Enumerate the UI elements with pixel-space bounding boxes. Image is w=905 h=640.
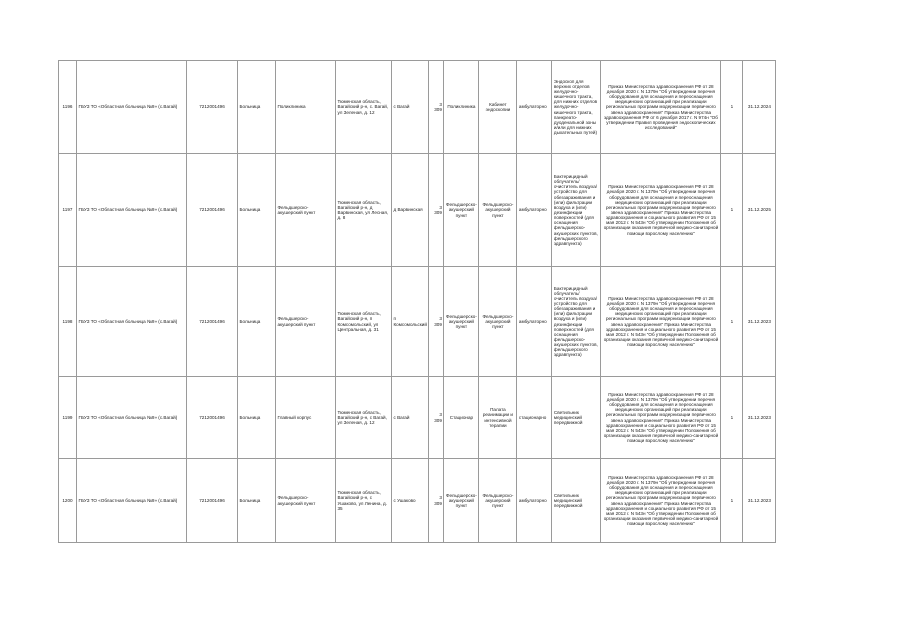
- address-cell: Тюменская область, Вагайский р-н, д Варвинская, ул Лесная, д. 8: [336, 154, 392, 267]
- quantity-cell: 1: [721, 377, 743, 459]
- subdivision-cell: Фельдшерско-акушерский пункт: [276, 154, 336, 267]
- equipment-cell: Светильник медицинский передвижной: [552, 377, 601, 459]
- room-cell: Кабинет эндоскопии: [479, 61, 517, 154]
- row-number-cell: 1198: [59, 267, 77, 377]
- due-date-cell: 31.12.2025: [743, 154, 776, 267]
- due-date-cell: 31.12.2024: [743, 61, 776, 154]
- due-date-cell: 31.12.2023: [743, 267, 776, 377]
- legal-basis-cell: Приказ Министерства здравоохранения РФ от 28 декабря 2020 г. N 1379н "Об утверждении перечня оборудования для оснащения и переоснащения медицинских организаций при реализации региональных программ модернизации первичного звена здравоохранения" Приказ Министерства здравоохранения и социального развития РФ от 15 мая 2012 г. N 543н "Об утверждении Положения об организации оказания первичной медико-санитарной помощи взрослому населению": [601, 459, 721, 543]
- room-cell: Палата реанимации и интенсивной терапии: [479, 377, 517, 459]
- locality-cell: д Варвинская: [392, 154, 429, 267]
- care-form-cell: стационарно: [517, 377, 552, 459]
- institution-type-cell: Больница: [238, 61, 276, 154]
- institution-type-cell: Больница: [238, 267, 276, 377]
- row-number-cell: 1200: [59, 459, 77, 543]
- institution-type-cell: Больница: [238, 377, 276, 459]
- legal-basis-cell: Приказ Министерства здравоохранения РФ от 28 декабря 2020 г. N 1379н "Об утверждении перечня оборудования для оснащения и переоснащения медицинских организаций при реализации региональных программ модернизации первичного звена здравоохранения" Приказ Министерства здравоохранения и социального развития РФ от 15 мая 2012 г. N 543н "Об утверждении Положения об организации оказания первичной медико-санитарной помощи взрослому населению": [601, 267, 721, 377]
- quantity-cell: 1: [721, 61, 743, 154]
- equipment-cell: Эндоскоп для верхних отделов желудочно-кишечного тракта, для нижних отделов желудочно-кишечного тракта, панкреато-дуоденальной зоны и/или для нижних дыхательных путей): [552, 61, 601, 154]
- subdivision-cell: Поликлиника: [276, 61, 336, 154]
- table-row: [59, 459, 776, 543]
- organization-cell: ГБУЗ ТО «Областная больница №9» (с.Вагай): [77, 154, 187, 267]
- room-cell: Фельдшерско-акушерский пункт: [479, 154, 517, 267]
- code-cell: 3 309: [429, 154, 444, 267]
- subdivision-cell: Главный корпус: [276, 377, 336, 459]
- inn-cell: 7212001496: [187, 154, 238, 267]
- code-cell: 3 309: [429, 377, 444, 459]
- legal-basis-cell: Приказ Министерства здравоохранения РФ от 28 декабря 2020 г. N 1379н "Об утверждении перечня оборудования для оснащения и переоснащения медицинских организаций при реализации региональных программ модернизации первичного звена здравоохранения" Приказ Министерства здравоохранения РФ от 6 декабря 2017 г. N 974н "Об утверждении Правил проведения эндоскопических исследований": [601, 61, 721, 154]
- equipment-cell: Светильник медицинский передвижной: [552, 459, 601, 543]
- code-cell: 3 309: [429, 459, 444, 543]
- table-row: [59, 377, 776, 459]
- room-cell: Фельдшерско-акушерский пункт: [479, 459, 517, 543]
- equipment-cell: Бактерицидный облучатель/очиститель воздуха/устройство для обеззараживания и (или) фильтрации воздуха и (или) дезинфекции поверхностей (для оснащения фельдшерско-акушерских пунктов, фельдшерского здравпункта): [552, 267, 601, 377]
- organization-cell: ГБУЗ ТО «Областная больница №9» (с.Вагай): [77, 267, 187, 377]
- organization-cell: ГБУЗ ТО «Областная больница №9» (с.Вагай): [77, 61, 187, 154]
- room-cell: Фельдшерско-акушерский пункт: [479, 267, 517, 377]
- locality-cell: с Вагай: [392, 377, 429, 459]
- equipment-cell: Бактерицидный облучатель/очиститель воздуха/устройство для обеззараживания и (или) фильтрации воздуха и (или) дезинфекции поверхностей (для оснащения фельдшерско-акушерских пунктов, фельдшерского здравпункта): [552, 154, 601, 267]
- quantity-cell: 1: [721, 459, 743, 543]
- address-cell: Тюменская область, Вагайский р-н, с Ушаково, ул Ленина, д. 35: [336, 459, 392, 543]
- code-cell: 3 309: [429, 267, 444, 377]
- care-form-cell: амбулаторно: [517, 61, 552, 154]
- department-cell: Фельдшерско-акушерский пункт: [444, 154, 479, 267]
- code-cell: 3 309: [429, 61, 444, 154]
- inn-cell: 7212001496: [187, 61, 238, 154]
- department-cell: Фельдшерско-акушерский пункт: [444, 459, 479, 543]
- due-date-cell: 31.12.2023: [743, 459, 776, 543]
- table-row: [59, 61, 776, 154]
- table-row: [59, 154, 776, 267]
- due-date-cell: 31.12.2023: [743, 377, 776, 459]
- address-cell: Тюменская область, Вагайский р-н, с. Вагай, ул Зеленая, д. 12: [336, 61, 392, 154]
- row-number-cell: 1197: [59, 154, 77, 267]
- organization-cell: ГБУЗ ТО «Областная больница №9» (с.Вагай): [77, 377, 187, 459]
- address-cell: Тюменская область, Вагайский р-н, п Комсомольский, ул Центральная, д. 31: [336, 267, 392, 377]
- inn-cell: 7212001496: [187, 459, 238, 543]
- quantity-cell: 1: [721, 154, 743, 267]
- legal-basis-cell: Приказ Министерства здравоохранения РФ от 28 декабря 2020 г. N 1379н "Об утверждении перечня оборудования для оснащения и переоснащения медицинских организаций при реализации региональных программ модернизации первичного звена здравоохранения" Приказ Министерства здравоохранения и социального развития РФ от 15 мая 2012 г. N 543н "Об утверждении Положения об организации оказания первичной медико-санитарной помощи взрослому населению": [601, 154, 721, 267]
- department-cell: Поликлиника: [444, 61, 479, 154]
- table-row: [59, 267, 776, 377]
- row-number-cell: 1196: [59, 61, 77, 154]
- inn-cell: 7212001496: [187, 267, 238, 377]
- care-form-cell: амбулаторно: [517, 154, 552, 267]
- care-form-cell: амбулаторно: [517, 267, 552, 377]
- legal-basis-cell: Приказ Министерства здравоохранения РФ от 28 декабря 2020 г. N 1379н "Об утверждении перечня оборудования для оснащения и переоснащения медицинских организаций при реализации региональных программ модернизации первичного звена здравоохранения" Приказ Министерства здравоохранения и социального развития РФ от 15 мая 2012 г. N 543н "Об утверждении Положения об организации оказания первичной медико-санитарной помощи взрослому населению": [601, 377, 721, 459]
- locality-cell: с Вагай: [392, 61, 429, 154]
- locality-cell: с Ушаково: [392, 459, 429, 543]
- department-cell: Стационар: [444, 377, 479, 459]
- care-form-cell: амбулаторно: [517, 459, 552, 543]
- equipment-table: [58, 60, 776, 543]
- row-number-cell: 1199: [59, 377, 77, 459]
- department-cell: Фельдшерско-акушерский пункт: [444, 267, 479, 377]
- address-cell: Тюменская область, Вагайский р-н, с Вагай, ул Зеленая, д. 12: [336, 377, 392, 459]
- quantity-cell: 1: [721, 267, 743, 377]
- inn-cell: 7212001496: [187, 377, 238, 459]
- institution-type-cell: Больница: [238, 459, 276, 543]
- institution-type-cell: Больница: [238, 154, 276, 267]
- locality-cell: п Комсомольский: [392, 267, 429, 377]
- organization-cell: ГБУЗ ТО «Областная больница №9» (с.Вагай): [77, 459, 187, 543]
- subdivision-cell: Фельдшерско-акушерский пункт: [276, 459, 336, 543]
- subdivision-cell: Фельдшерско-акушерский пункт: [276, 267, 336, 377]
